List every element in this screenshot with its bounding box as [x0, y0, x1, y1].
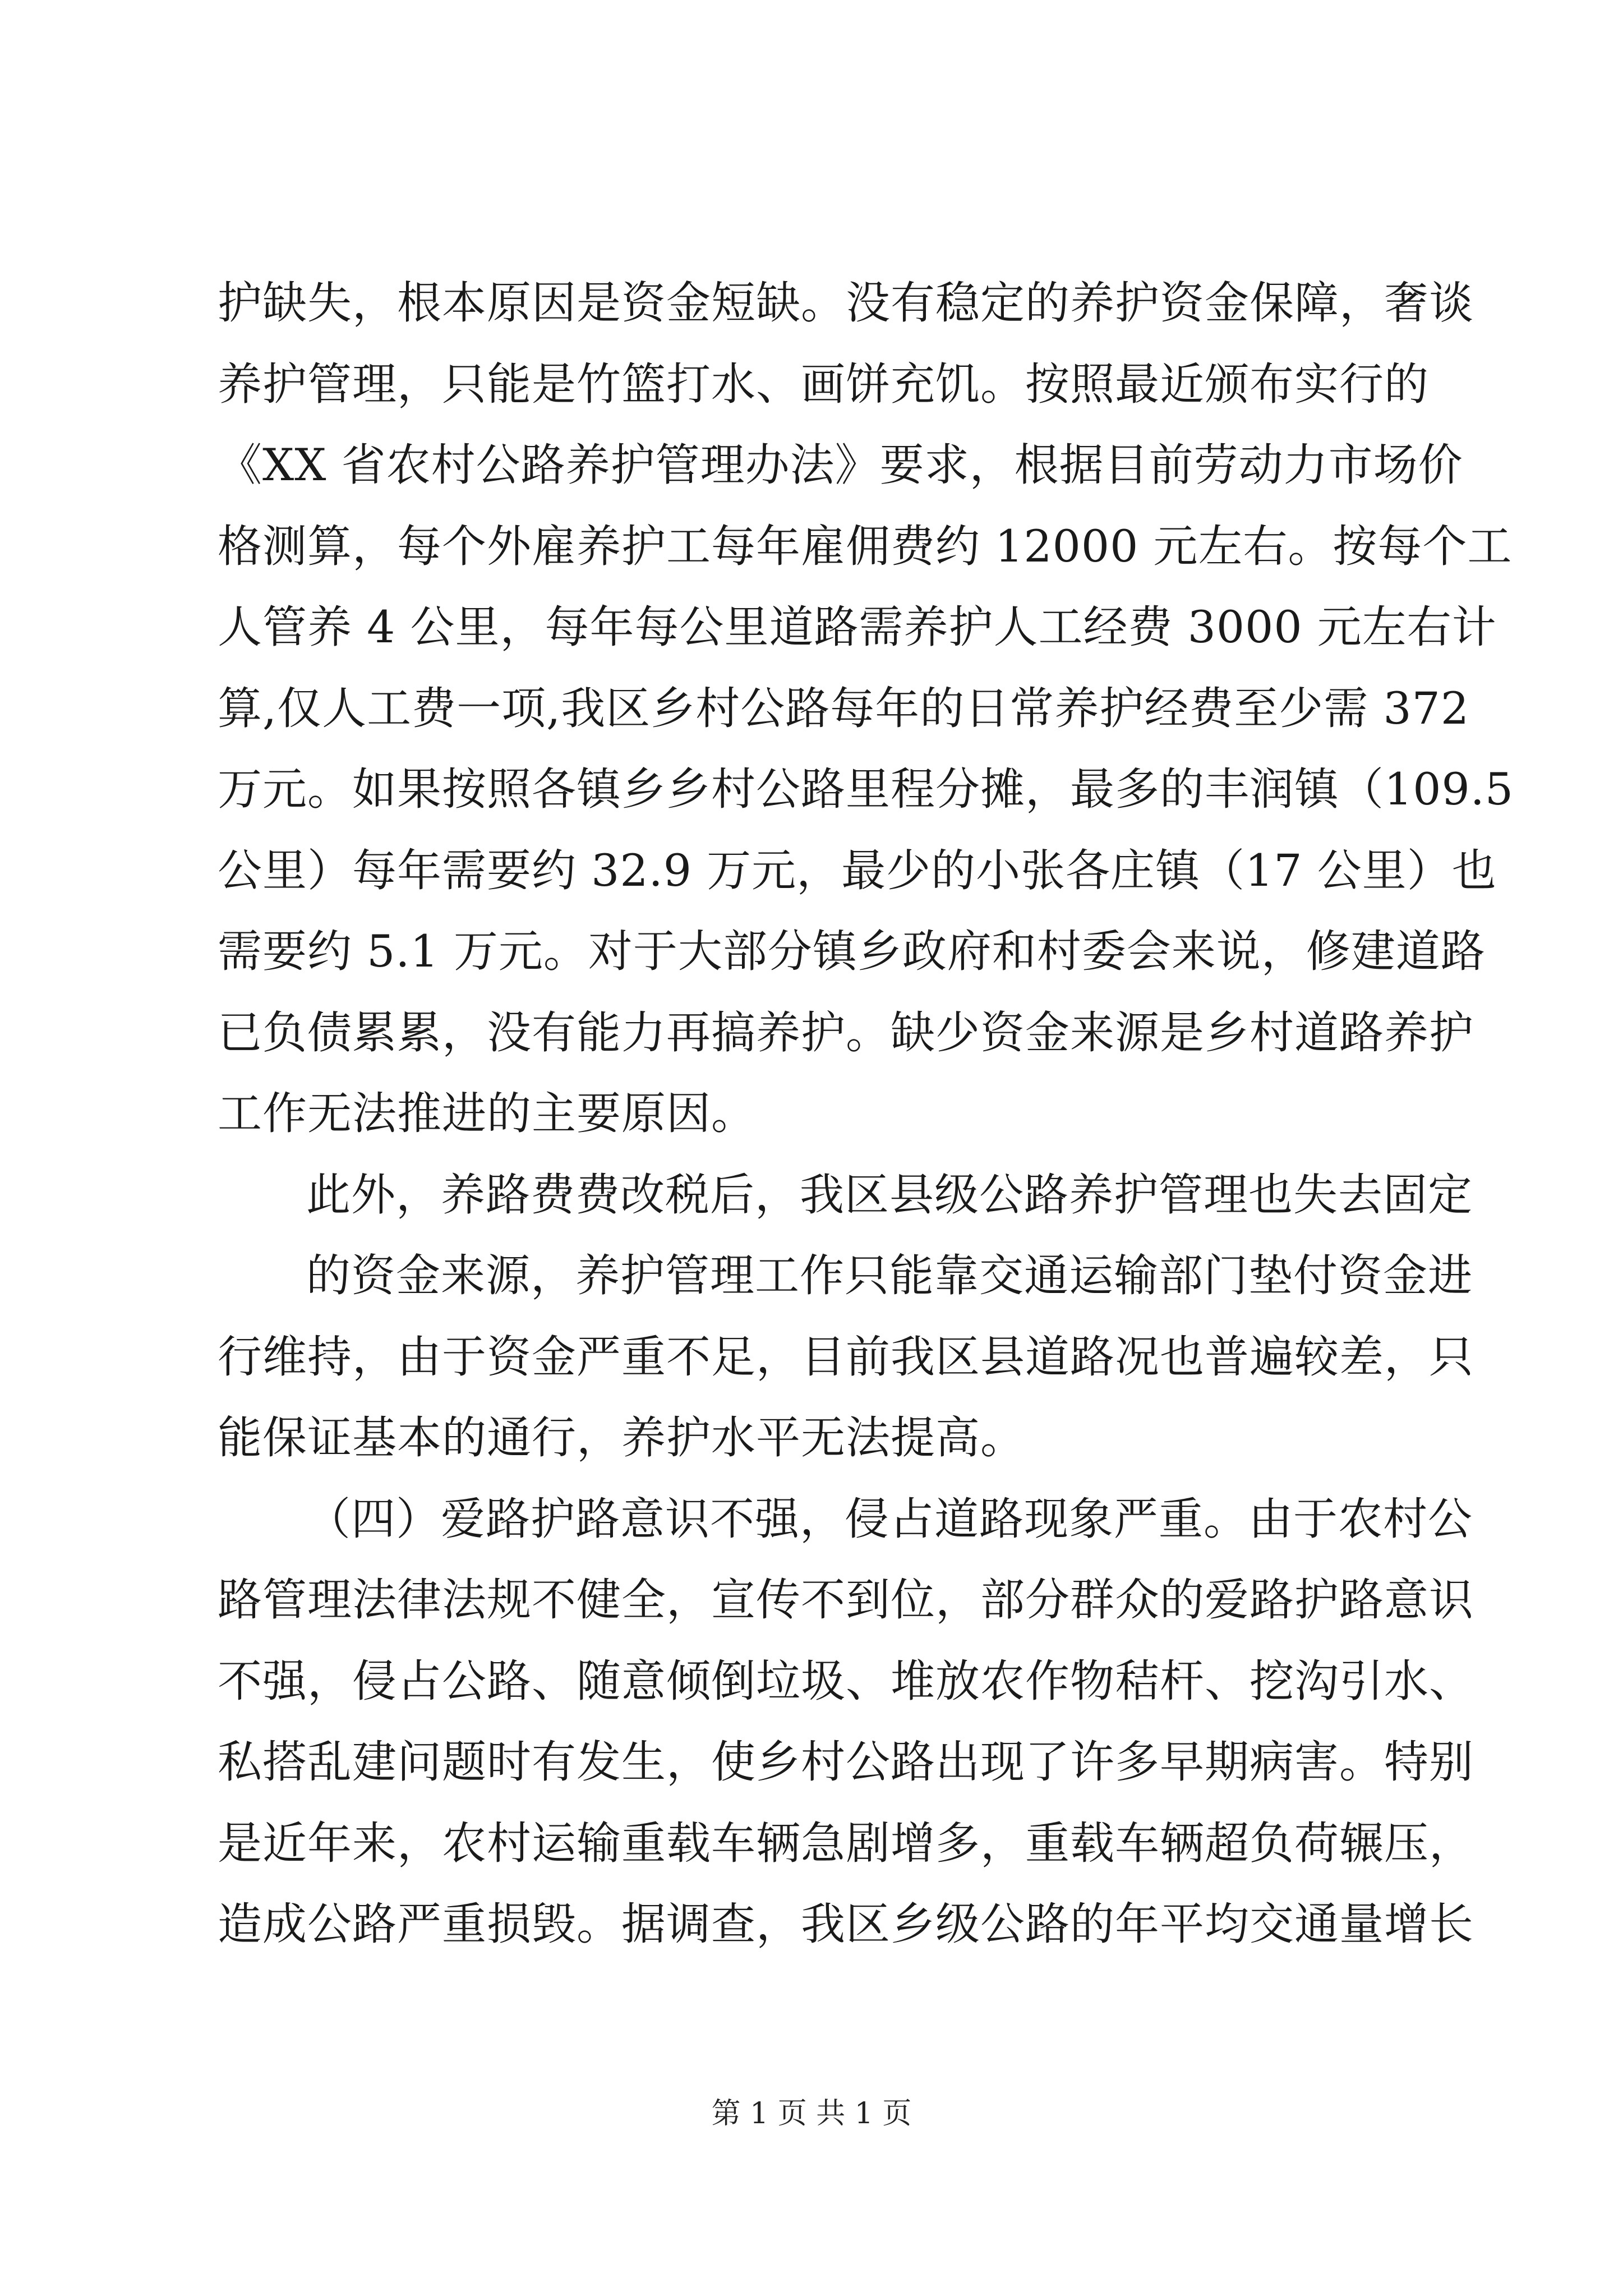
text-line: 《XX 省农村公路养护管理办法》要求，根据目前劳动力市场价 [218, 439, 1463, 491]
text-line: 是近年来，农村运输重载车辆急剧增多，重载车辆超负荷辗压， [218, 1817, 1474, 1869]
text-line: 养护管理，只能是竹篮打水、画饼充饥。按照最近颁布实行的 [218, 358, 1429, 410]
document-body [218, 263, 1514, 1965]
text-line: 人管养 4 公里，每年每公里道路需养护人工经费 3000 元左右计 [218, 601, 1497, 653]
text-line: 的资金来源，养护管理工作只能靠交通运输部门垫付资金进 [306, 1250, 1473, 1301]
text-line: 公里）每年需要约 32.9 万元，最少的小张各庄镇（17 公里）也 [218, 844, 1497, 896]
text-line: 护缺失，根本原因是资金短缺。没有稳定的养护资金保障，奢谈 [218, 277, 1474, 329]
text-line: 造成公路严重损毁。据调查，我区乡级公路的年平均交通量增长 [218, 1898, 1474, 1950]
text-line: 不强，侵占公路、随意倾倒垃圾、堆放农作物秸杆、挖沟引水、 [218, 1655, 1474, 1707]
page-footer: 第 1 页 共 1 页 [711, 2097, 912, 2131]
section-heading-line: （四）爱路护路意识不强，侵占道路现象严重。由于农村公 [306, 1493, 1473, 1545]
paragraph-first-line: 此外，养路费费改税后，我区县级公路养护管理也失去固定 [306, 1168, 1473, 1221]
text-line: 工作无法推进的主要原因。 [218, 1088, 756, 1139]
text-line: 能保证基本的通行，养护水平无法提高。 [218, 1412, 1025, 1464]
text-line: 算,仅人工费一项,我区乡村公路每年的日常养护经费至少需 372 [218, 682, 1470, 734]
text-line: 需要约 5.1 万元。对于大部分镇乡政府和村委会来说，修建道路 [218, 926, 1486, 977]
text-line: 私搭乱建问题时有发生，使乡村公路出现了许多早期病害。特别 [218, 1736, 1474, 1788]
text-line: 已负债累累，没有能力再搞养护。缺少资金来源是乡村道路养护 [218, 1006, 1474, 1059]
text-line: 行维持，由于资金严重不足，目前我区县道路况也普遍较差，只 [218, 1331, 1474, 1383]
text-line: 万元。如果按照各镇乡乡村公路里程分摊，最多的丰润镇（109.5 [218, 763, 1514, 815]
text-line: 格测算，每个外雇养护工每年雇佣费约 12000 元左右。按每个工 [218, 520, 1513, 572]
text-line: 路管理法律法规不健全，宣传不到位，部分群众的爱路护路意识 [218, 1574, 1474, 1626]
